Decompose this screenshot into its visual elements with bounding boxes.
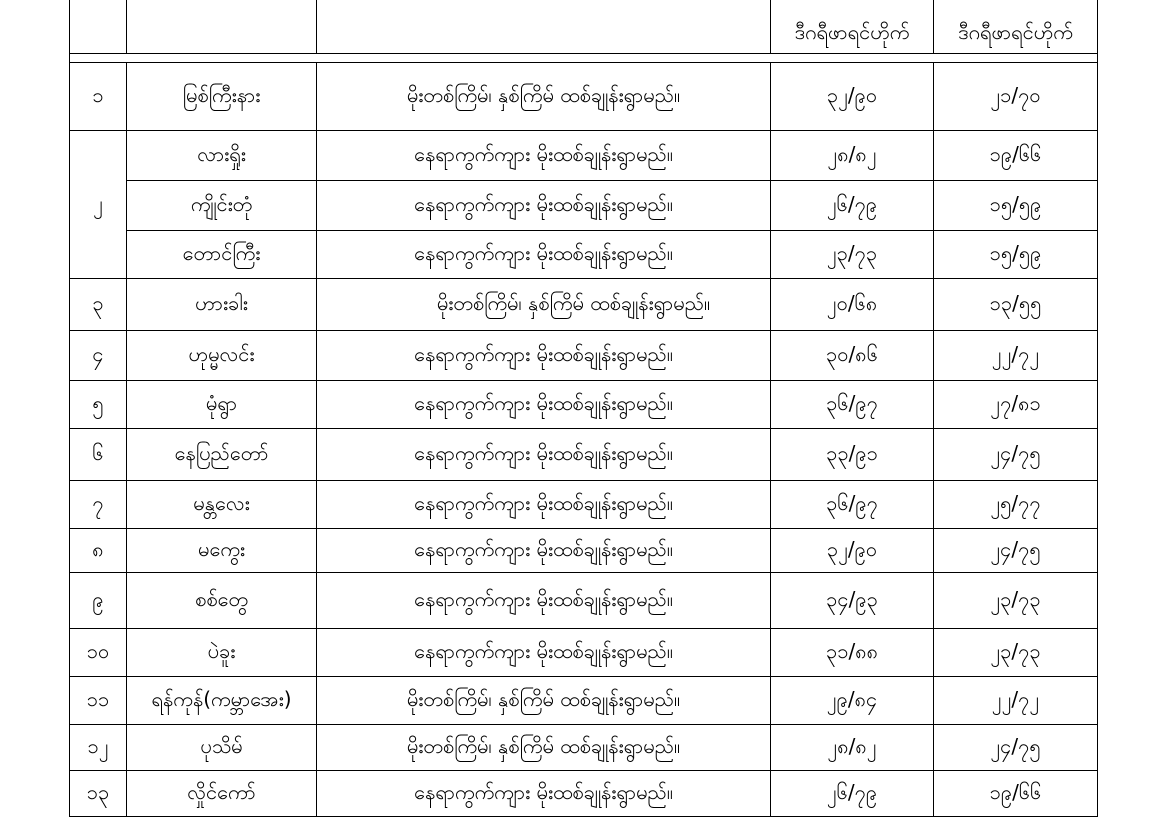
city-name: နေပြည်တော် — [127, 429, 317, 481]
forecast-text: နေရာကွက်ကျား မိုးထစ်ချုန်းရွာမည်။ — [317, 481, 771, 529]
temp-max: ၂၉/၈၄ — [771, 677, 934, 725]
city-name: မြစ်ကြီးနား — [127, 63, 317, 131]
temp-min: ၂၇/၈၁ — [934, 381, 1098, 429]
table-row — [70, 481, 1098, 529]
row-number: ၃ — [70, 279, 127, 331]
forecast-text: မိုးတစ်ကြိမ်၊ နှစ်ကြိမ် ထစ်ချုန်းရွာမည်။ — [317, 279, 771, 331]
row-number: ၅ — [70, 381, 127, 429]
temp-min: ၂၄/၇၅ — [934, 529, 1098, 573]
temp-max: ၂၈/၈၂ — [771, 725, 934, 771]
row-number: ၂ — [70, 131, 127, 279]
temp-max: ၃၂/၉၀ — [771, 63, 934, 131]
forecast-text: နေရာကွက်ကျား မိုးထစ်ချုန်းရွာမည်။ — [317, 381, 771, 429]
row-number: ၆ — [70, 429, 127, 481]
row-number: ၉ — [70, 573, 127, 629]
table-row — [70, 725, 1098, 771]
row-number: ၄ — [70, 331, 127, 381]
table-row — [70, 429, 1098, 481]
city-name: စစ်တွေ — [127, 573, 317, 629]
forecast-text: မိုးတစ်ကြိမ်၊ နှစ်ကြိမ် ထစ်ချုန်းရွာမည်။ — [317, 63, 771, 131]
table-row — [70, 771, 1098, 817]
table-row — [70, 63, 1098, 131]
city-name: မန္တလေး — [127, 481, 317, 529]
forecast-text: နေရာကွက်ကျား မိုးထစ်ချုန်းရွာမည်။ — [317, 131, 771, 181]
temp-max: ၂၈/၈၂ — [771, 131, 934, 181]
temp-min: ၂၁/၇၀ — [934, 63, 1098, 131]
forecast-text: နေရာကွက်ကျား မိုးထစ်ချုန်းရွာမည်။ — [317, 231, 771, 279]
temp-min: ၂၂/၇၂ — [934, 331, 1098, 381]
temp-min: ၂၃/၇၃ — [934, 573, 1098, 629]
forecast-text: နေရာကွက်ကျား မိုးထစ်ချုန်းရွာမည်။ — [317, 429, 771, 481]
forecast-text: နေရာကွက်ကျား မိုးထစ်ချုန်းရွာမည်။ — [317, 529, 771, 573]
forecast-text: နေရာကွက်ကျား မိုးထစ်ချုန်းရွာမည်။ — [317, 181, 771, 231]
city-name: မကွေး — [127, 529, 317, 573]
city-name: ရန်ကုန်(ကမ္ဘာအေး) — [127, 677, 317, 725]
temp-min: ၂၄/၇၅ — [934, 725, 1098, 771]
city-name: ပဲခူး — [127, 629, 317, 677]
forecast-text: နေရာကွက်ကျား မိုးထစ်ချုန်းရွာမည်။ — [317, 573, 771, 629]
temp-max: ၃၀/၈၆ — [771, 331, 934, 381]
temp-min: ၂၄/၇၅ — [934, 429, 1098, 481]
temp-max: ၃၃/၉၁ — [771, 429, 934, 481]
table-row — [70, 381, 1098, 429]
row-number: ၁ — [70, 63, 127, 131]
temp-max: ၂၃/၇၃ — [771, 231, 934, 279]
temp-min: ၁၉/၆၆ — [934, 771, 1098, 817]
temp-min: ၂၂/၇၂ — [934, 677, 1098, 725]
table-header-row — [70, 0, 1098, 54]
temp-min: ၁၅/၅၉ — [934, 231, 1098, 279]
forecast-text: မိုးတစ်ကြိမ်၊ နှစ်ကြိမ် ထစ်ချုန်းရွာမည်။ — [317, 725, 771, 771]
table-row — [70, 529, 1098, 573]
header-cell-city — [127, 0, 317, 54]
temp-max: ၃၆/၉၇ — [771, 481, 934, 529]
row-number: ၇ — [70, 481, 127, 529]
table-row — [70, 279, 1098, 331]
table-row — [70, 181, 1098, 231]
table-row — [70, 331, 1098, 381]
city-name: တောင်ကြီး — [127, 231, 317, 279]
temp-min: ၂၅/၇၇ — [934, 481, 1098, 529]
city-name: ဟားခါး — [127, 279, 317, 331]
header-temp-min-label: ဒီဂရီဖာရင်ဟိုက် — [958, 20, 1073, 44]
forecast-text: နေရာကွက်ကျား မိုးထစ်ချုန်းရွာမည်။ — [317, 771, 771, 817]
temp-max: ၃၂/၉၀ — [771, 529, 934, 573]
temp-max: ၂၆/၇၉ — [771, 771, 934, 817]
row-number: ၁၂ — [70, 725, 127, 771]
header-cell-forecast — [317, 0, 771, 54]
forecast-text: နေရာကွက်ကျား မိုးထစ်ချုန်းရွာမည်။ — [317, 331, 771, 381]
temp-min: ၁၉/၆၆ — [934, 131, 1098, 181]
temp-max: ၂၆/၇၉ — [771, 181, 934, 231]
header-cell-temp-min — [934, 0, 1098, 54]
table-row — [70, 677, 1098, 725]
row-number: ၁၁ — [70, 677, 127, 725]
table-row — [70, 231, 1098, 279]
forecast-text: မိုးတစ်ကြိမ်၊ နှစ်ကြိမ် ထစ်ချုန်းရွာမည်။ — [317, 677, 771, 725]
row-number: ၁၀ — [70, 629, 127, 677]
temp-min: ၁၃/၅၅ — [934, 279, 1098, 331]
temp-min: ၂၃/၇၃ — [934, 629, 1098, 677]
weather-forecast-table — [69, 0, 1098, 817]
header-cell-no — [70, 0, 127, 54]
temp-max: ၃၄/၉၃ — [771, 573, 934, 629]
city-name: ဟုမ္မလင်း — [127, 331, 317, 381]
city-name: လှိုင်ကော် — [127, 771, 317, 817]
row-number: ၁၃ — [70, 771, 127, 817]
table-row — [70, 573, 1098, 629]
forecast-text: နေရာကွက်ကျား မိုးထစ်ချုန်းရွာမည်။ — [317, 629, 771, 677]
city-name: ကျိုင်းတုံ — [127, 181, 317, 231]
temp-min: ၁၅/၅၉ — [934, 181, 1098, 231]
temp-max: ၂၀/၆၈ — [771, 279, 934, 331]
temp-max: ၃၁/၈၈ — [771, 629, 934, 677]
city-name: မုံရွာ — [127, 381, 317, 429]
city-name: ပုသိမ် — [127, 725, 317, 771]
city-name: လားရှိုး — [127, 131, 317, 181]
table-row — [70, 629, 1098, 677]
forecast-table-container — [69, 0, 1097, 817]
header-cell-temp-max — [771, 0, 934, 54]
row-number: ၈ — [70, 529, 127, 573]
header-temp-max-label: ဒီဂရီဖာရင်ဟိုက် — [794, 20, 910, 44]
temp-max: ၃၆/၉၇ — [771, 381, 934, 429]
table-row — [70, 131, 1098, 181]
header-gap-row — [70, 54, 1098, 63]
